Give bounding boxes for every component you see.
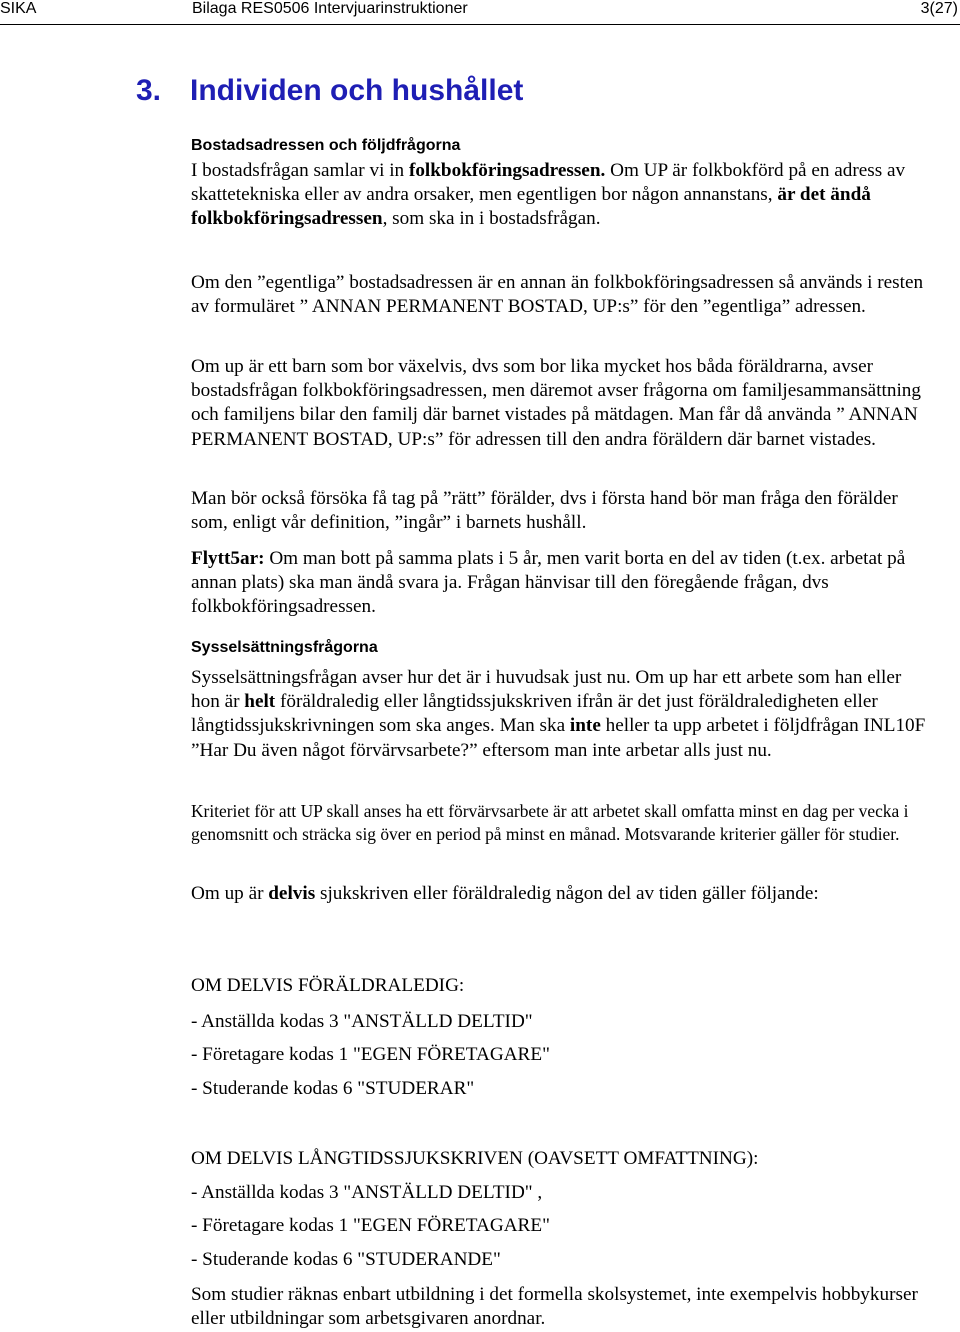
paragraph-syssel-1 [191, 666, 931, 763]
paragraph-syssel-4: Som studier räknas enbart utbildning i det formella skolsystemet, inte exempelvis hobbykurser eller utbildningar som arbetsgivaren anordnar. [191, 1284, 918, 1330]
text-run: , som ska in i bostadsfrågan. [382, 208, 601, 230]
paragraph-bostad-4: Man bör också försöka få tag på ”rätt” förälder, dvs i första hand bör man fråga den förälder som, enligt vår definition, ”ingår” i barnets hushåll. [191, 488, 898, 534]
text-run-bold: folkbokföringsadressen. [408, 160, 606, 181]
paragraph-syssel-3 [191, 882, 931, 906]
page-header [0, 0, 960, 24]
header-title: Bilaga RES0506 Intervjuarinstruktioner [192, 0, 468, 17]
text-run: sjukskriven eller föräldraledig någon del av tiden gäller följande: [315, 883, 819, 904]
text-run-bold: delvis [268, 883, 316, 904]
text-run: Om man bott på samma plats i 5 år, men varit borta en del av tiden (t.ex. arbetat på annan plats) ska man ändå svara ja. Frågan hänvisar till den föregående frågan, dvs folkbokföringsadressen. [191, 548, 906, 618]
text-run: Om UP är folkbokförd på en adress av skattetekniska eller av andra orsaker, men egentligen bor någon annanstans, [191, 160, 906, 206]
list-item: - Företagare kodas 1 "EGEN FÖRETAGARE" [191, 1044, 550, 1065]
list-item: - Studerande kodas 6 "STUDERANDE" [191, 1249, 501, 1270]
list-item: - Studerande kodas 6 "STUDERAR" [191, 1078, 475, 1099]
text-run: heller ta upp arbetet i följdfrågan INL10F ”Har Du även något förvärvsarbete?” eftersom man inte arbetar alls just nu. [191, 715, 926, 761]
paragraph-bostad-1 [191, 159, 931, 232]
paragraph-flytt5ar [191, 547, 931, 620]
list-heading-sjukskriven: OM DELVIS LÅNGTIDSSJUKSKRIVEN (OAVSETT OMFATTNING): [191, 1148, 759, 1169]
section-heading-syssel: Sysselsättningsfrågorna [191, 639, 378, 656]
list-item: - Företagare kodas 1 "EGEN FÖRETAGARE" [191, 1215, 550, 1236]
text-run: I bostadsfrågan samlar vi in [191, 160, 409, 181]
section-heading-bostad: Bostadsadressen och följdfrågorna [191, 137, 461, 154]
text-run-bold: Flytt5ar: [191, 548, 265, 569]
header-org: SIKA [0, 0, 37, 17]
text-run: föräldraledig eller långtidssjukskriven ifrån är det just föräldraledigheten eller långtidssjukskrivningen som ska anges. Man ska [191, 691, 878, 737]
text-run-bold: inte [569, 715, 601, 737]
paragraph-syssel-2: Kriteriet för att UP skall anses ha ett förvärvsarbete är att arbetet skall omfatta minst en dag per vecka i genomsnitt och sträcka sig över en period på minst en månad. Motsvarande kriterier gäller för studier. [191, 801, 909, 845]
chapter-number: 3. [136, 74, 162, 107]
chapter-heading [136, 74, 523, 108]
list-item: - Anställda kodas 3 "ANSTÄLLD DELTID" [191, 1011, 533, 1032]
paragraph-bostad-3: Om up är ett barn som bor växelvis, dvs som bor lika mycket hos båda föräldrarna, avser bostadsfrågan folkbokföringsadressen, men däremot avser frågorna om familjesammansättning och familjens bilar den familj där barnet vistades på mätdagen. Man får då använda ” ANNAN PERMANENT BOSTAD, UP:s” för adressen till den andra föräldern där barnet vistades. [191, 356, 921, 450]
header-page-number: 3(27) [920, 0, 958, 17]
list-item: - Anställda kodas 3 "ANSTÄLLD DELTID" , [191, 1182, 543, 1203]
header-divider [0, 24, 960, 25]
list-heading-foraldraledig: OM DELVIS FÖRÄLDRALEDIG: [191, 975, 465, 996]
text-run-bold: är det ändå folkbokföringsadressen [191, 184, 871, 230]
text-run-bold: helt [244, 691, 276, 713]
text-run: Sysselsättningsfrågan avser hur det är i huvudsak just nu. Om up har ett arbete som han eller hon är [191, 667, 902, 713]
text-run: Om up är [191, 883, 269, 904]
chapter-title: Individen och hushållet [190, 74, 524, 107]
paragraph-bostad-2: Om den ”egentliga” bostadsadressen är en annan än folkbokföringsadressen så används i resten av formuläret ” ANNAN PERMANENT BOSTAD, UP:s” för den ”egentliga” adressen. [191, 272, 924, 318]
